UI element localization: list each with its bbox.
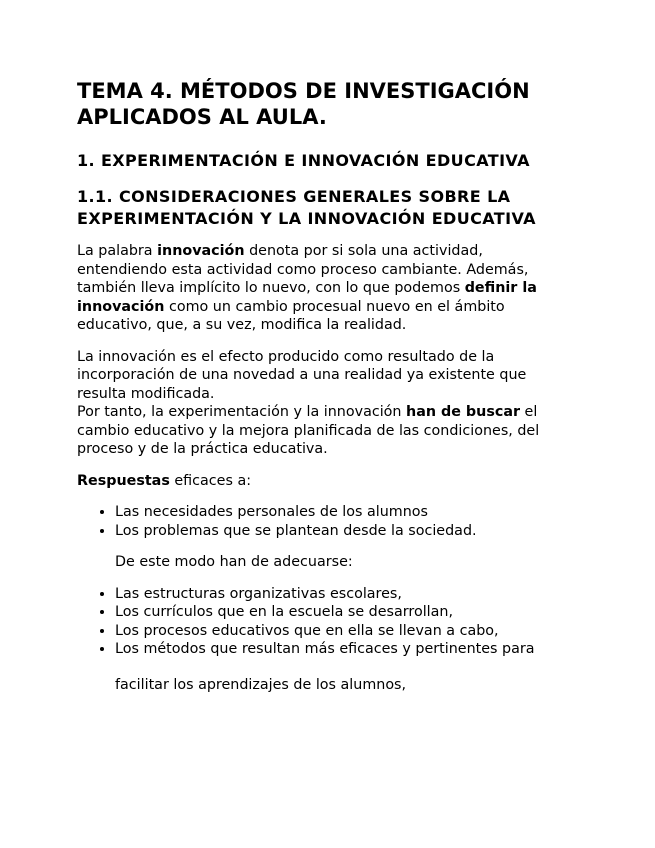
paragraph-text: La palabra	[77, 243, 158, 259]
paragraph-por-tanto	[77, 403, 577, 459]
paragraph-text: el cambio educativo y la mejora planificada de las condiciones, del proceso y de la práctica educativa.	[77, 404, 540, 457]
title-line-1: TEMA 4. MÉTODOS DE INVESTIGACIÓN	[77, 79, 530, 103]
list-item: • Las estructuras organizativas escolares,	[115, 585, 577, 604]
paragraph-text: como un cambio procesual nuevo en el ámbito educativo, que, a su vez, modifica la realidad.	[77, 298, 505, 333]
section-heading-1: 1. EXPERIMENTACIÓN E INNOVACIÓN EDUCATIVA	[77, 151, 530, 170]
list-item: • Los procesos educativos que en ella se llevan a cabo,	[115, 622, 577, 641]
bold-term: innovación	[157, 243, 245, 259]
section-heading-1-1: 1.1. CONSIDERACIONES GENERALES SOBRE LA EXPERIMENTACIÓN Y LA INNOVACIÓN EDUCATIVA	[77, 187, 536, 228]
bullet-list-adecuarse	[77, 585, 577, 659]
list-item: • Los currículos que en la escuela se desarrollan,	[115, 603, 577, 622]
document-page	[77, 78, 577, 707]
document-title	[77, 78, 577, 130]
list-item: • Los problemas que se plantean desde la sociedad.	[115, 522, 577, 541]
bold-term: han de buscar	[406, 404, 521, 420]
paragraph-adecuarse: De este modo han de adecuarse:	[115, 554, 353, 570]
paragraph-final: facilitar los aprendizajes de los alumnos,	[115, 676, 407, 693]
title-line-2: APLICADOS AL AULA.	[77, 105, 327, 129]
paragraph-innovacion	[77, 242, 577, 335]
list-item: • Las necesidades personales de los alumnos	[115, 503, 577, 522]
bold-term: Respuestas	[77, 472, 170, 489]
bold-term: definir la innovación	[77, 280, 537, 315]
paragraph-respuestas	[77, 472, 577, 491]
paragraph-text: Por tanto, la experimentación y la innovación	[77, 404, 407, 420]
list-item: • Los métodos que resultan más eficaces y pertinentes para	[115, 640, 577, 659]
paragraph-text: eficaces a:	[169, 472, 252, 489]
bullet-list-necesidades	[77, 503, 577, 540]
paragraph-efecto: La innovación es el efecto producido como resultado de la incorporación de una novedad a una realidad ya existente que resulta modificada.	[77, 348, 527, 402]
paragraph-text: denota por si sola una actividad, entendiendo esta actividad como proceso cambiante. Además, también lleva implícito lo nuevo, con lo que podemos	[77, 243, 529, 296]
